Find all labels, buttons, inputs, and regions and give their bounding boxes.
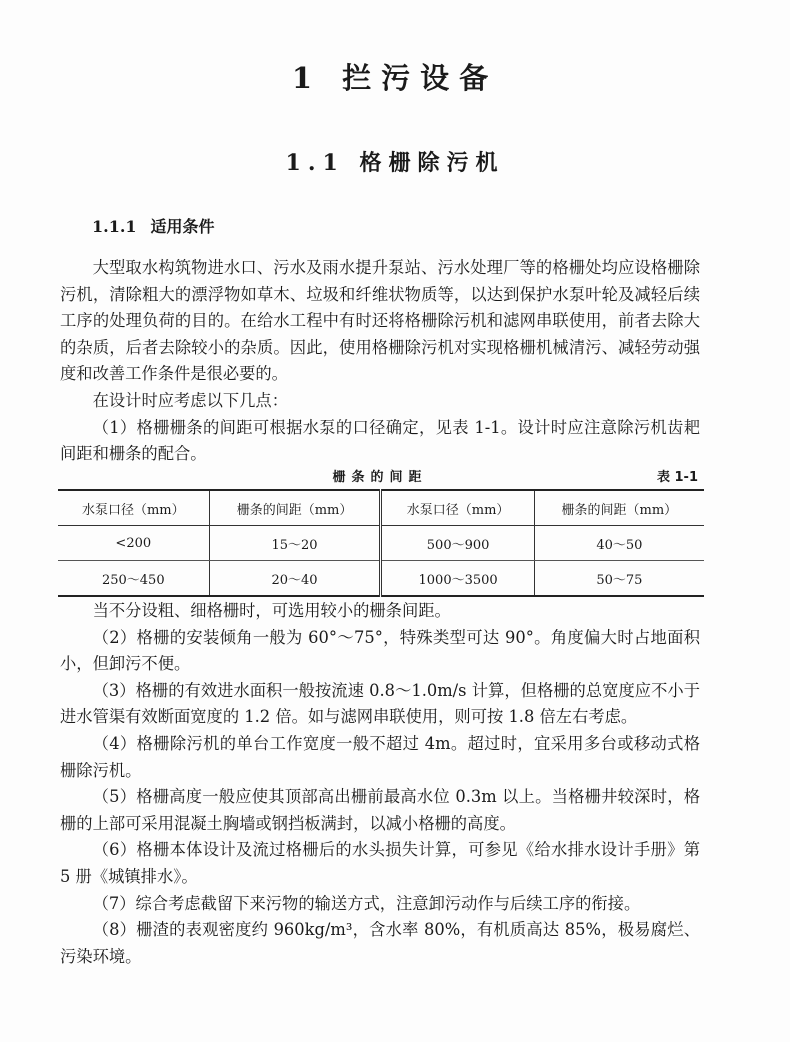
paragraph: （3）格栅的有效进水面积一般按流速 0.8～1.0m/s 计算，但格栅的总宽度应不小于进水管渠有效断面宽度的 1.2 倍。如与滤网串联使用，则可按 1.8 倍左右考虑。 <box>60 680 700 727</box>
table-cell: 40～50 <box>534 526 704 561</box>
paragraph: （4）格栅除污机的单台工作宽度一般不超过 4m。超过时，宜采用多台或移动式格栅除污机。 <box>60 733 700 780</box>
paragraph: 大型取水构筑物进水口、污水及雨水提升泵站、污水处理厂等的格栅处均应设格栅除污机，清除粗大的漂浮物如草木、垃圾和纤维状物质等，以达到保护水泵叶轮及减轻后续工序的处理负荷的目的。在给水工程中有时还将格栅除污机和滤网串联使用，前者去除大的杂质，后者去除较小的杂质。因此，使用格栅除污机对实现格栅机械清污、减轻劳动强度和改善工作条件是很必要的。 <box>60 258 700 384</box>
table-header: 栅条的间距（mm） <box>209 490 381 526</box>
table-header: 水泵口径（mm） <box>58 490 209 526</box>
table-cell: <200 <box>58 526 209 561</box>
paragraph: （5）格栅高度一般应使其顶部高出栅前最高水位 0.3m 以上。当格栅井较深时，格栅的上部可采用混凝土胸墙或钢挡板满封，以减小格栅的高度。 <box>60 787 700 833</box>
paragraph: （2）格栅的安装倾角一般为 60°～75°，特殊类型可达 90°。角度偏大时占地面积小，但卸污不便。 <box>60 627 700 674</box>
body-text-bottom <box>60 598 700 970</box>
subsection-number: 1.1.1 <box>92 217 137 236</box>
paragraph: （1）格栅栅条的间距可根据水泵的口径确定，见表 1-1。设计时应注意除污机齿耙间距和栅条的配合。 <box>60 417 700 464</box>
paragraph: 当不分设粗、细格栅时，可选用较小的栅条间距。 <box>92 601 451 620</box>
spacing-table <box>58 489 704 597</box>
chapter-title: 1 拦污设备 <box>291 61 499 95</box>
table-cell: 1000～3500 <box>381 561 534 597</box>
paragraph: （7）综合考虑截留下来污物的输送方式，注意卸污动作与后续工序的衔接。 <box>92 893 641 913</box>
table-header: 栅条的间距（mm） <box>534 490 704 526</box>
table-cell: 500～900 <box>381 526 534 561</box>
table-title: 栅条的间距 <box>332 470 428 485</box>
table-cell: 50～75 <box>534 561 704 597</box>
subsection-title: 适用条件 <box>150 217 215 236</box>
paragraph: （8）栅渣的表观密度约 960kg/m³，含水率 80%，有机质高达 85%，极易腐烂、污染环境。 <box>60 920 700 966</box>
table-number: 表 1-1 <box>656 470 698 485</box>
table-row <box>58 561 704 597</box>
table-header-row <box>58 490 704 526</box>
table-cell: 20～40 <box>209 561 381 597</box>
table-row <box>58 526 704 561</box>
paragraph: （6）格栅本体设计及流过格栅后的水头损失计算，可参见《给水排水设计手册》第 5 册《城镇排水》。 <box>60 840 700 886</box>
body-text-top <box>60 255 700 468</box>
table-cell: 250～450 <box>58 561 209 597</box>
subsection-heading <box>92 214 229 237</box>
table-header: 水泵口径（mm） <box>381 490 534 526</box>
table-cell: 15～20 <box>209 526 381 561</box>
section-title: 1.1 格栅除污机 <box>285 150 505 176</box>
paragraph: 在设计时应考虑以下几点： <box>92 390 288 410</box>
